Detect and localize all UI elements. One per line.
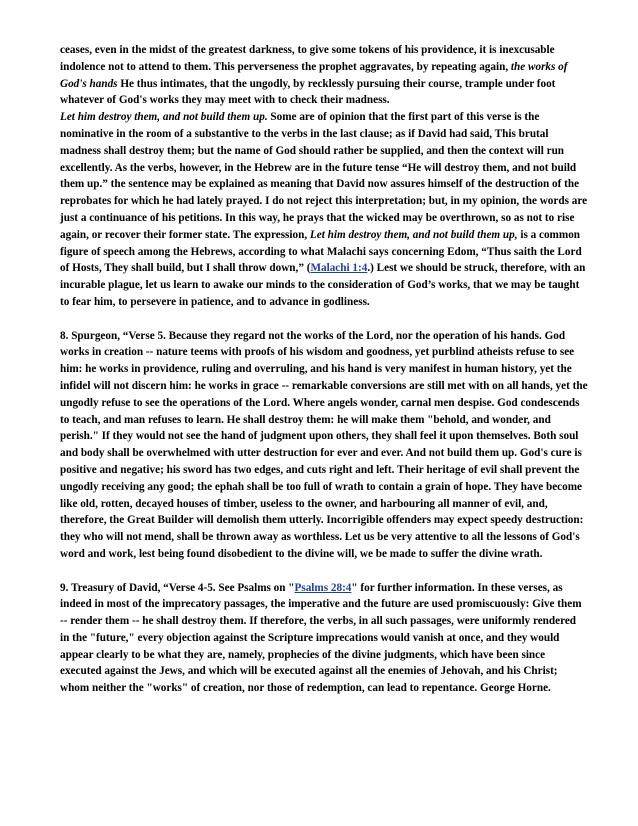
- calvin-commentary-paragraph: [60, 42, 588, 311]
- paragraph-gap: [60, 563, 588, 580]
- intro-text: ceases, even in the midst of the greatest darkness, to give some tokens of his providence, it is inexcusable indolence not to attend to them. This perverseness the prophet aggravates, by repeating again,: [60, 44, 555, 73]
- commentary-body-3: .) Lest we should be struck, therefore, with an incurable plague, let us learn to awake our minds to the consideration of God’s works, that we may be taught to fear him, to persevere in patience, and to advance in godliness.: [60, 262, 586, 308]
- treasury-text-pre: 9. Treasury of David, “Verse 4-5. See Psalms on ": [60, 581, 295, 594]
- expression-italic: Let him destroy them, and not build them up,: [309, 228, 518, 241]
- commentary-body-2: is a common figure of speech among the Hebrews, according to what Malachi says concerning Edom, “Thus saith the Lord of Hosts, They shall build, but I shall throw down,” (: [60, 228, 582, 275]
- intro-italic-phrase: the works of God's hands: [60, 60, 568, 90]
- verse-heading-italic: Let him destroy them, and not build them up.: [60, 111, 268, 124]
- malachi-reference-link[interactable]: Malachi 1:4: [310, 262, 368, 275]
- intro-rest-text: He thus intimates, that the ungodly, by recklessly pursuing their course, trample under foot whatever of God's works they may meet with to check their madness.: [60, 77, 556, 107]
- psalms-reference-link[interactable]: Psalms 28:4: [294, 581, 352, 594]
- spurgeon-paragraph: 8. Spurgeon, “Verse 5. Because they regard not the works of the Lord, nor the operation of his hands. God works in creation -- nature teems with proofs of his wisdom and goodness, yet purblind atheists refuse to see him: he works in providence, ruling and overruling, and his hand is very manifest in human history, yet the infidel will not discern him: he works in grace -- remarkable conversions are still met with on all hands, yet the ungodly refuse to see the operations of the Lord. Where angels wonder, carnal men despise. God condescends to teach, and man refuses to learn. He shall destroy them: he will make them "behold, and wonder, and perish." If they would not see the hand of judgment upon others, they shall feel it upon themselves. Both soul and body shall be overwhelmed with utter destruction for ever and ever. And not build them up. God's cure is positive and negative; his sword has two edges, and cuts right and left. Their heritage of evil shall prevent the ungodly receiving any good; the ephah shall be too full of wrath to contain a grain of hope. They have become like old, rotten, decayed houses of timber, useless to the owner, and harbouring all manner of evil, and, therefore, the Great Builder will demolish them utterly. Incorrigible offenders may expect speedy destruction: they who will not mend, shall be thrown away as worthless. Let us be very attentive to all the lessons of God's word and work, lest being found disobedient to the divine will, we be made to suffer the divine wrath.: [60, 329, 588, 560]
- paragraph-gap: [60, 311, 588, 328]
- commentary-body-1: Some are of opinion that the first part of this verse is the nominative in the room of a substantive to the verbs in the last clause; as if David had said, This brutal madness shall destroy them; but the name of God should rather be supplied, and then the context will run excellently. As the verbs, however, in the Hebrew are in the future tense “He will destroy them, and not build them up.” the sentence may be explained as meaning that David now assures himself of the destruction of the reprobates for which he had lately prayed. I do not reject this interpretation; but, in my opinion, the words are just a continuance of his petitions. In this way, he prays that the wicked may be overthrown, so as not to rise again, or recover their former state. The expression,: [60, 111, 588, 241]
- treasury-paragraph: [60, 580, 588, 698]
- treasury-text-post: " for further information. In these verses, as indeed in most of the imprecatory passages, the imperative and the future are used promiscuously: Give them -- render them -- he shall destroy them. If therefore, the verbs, in all such passages, were uniformly rendered in the "future," every objection against the Scripture imprecations would vanish at once, and they would appear clearly to be what they are, namely, prophecies of the divine judgments, which have been since executed against the Jews, and which will be executed against all the enemies of Jehovah, and his Christ; whom neither the "works" of creation, nor those of redemption, can lead to repentance. George Horne.: [60, 581, 582, 695]
